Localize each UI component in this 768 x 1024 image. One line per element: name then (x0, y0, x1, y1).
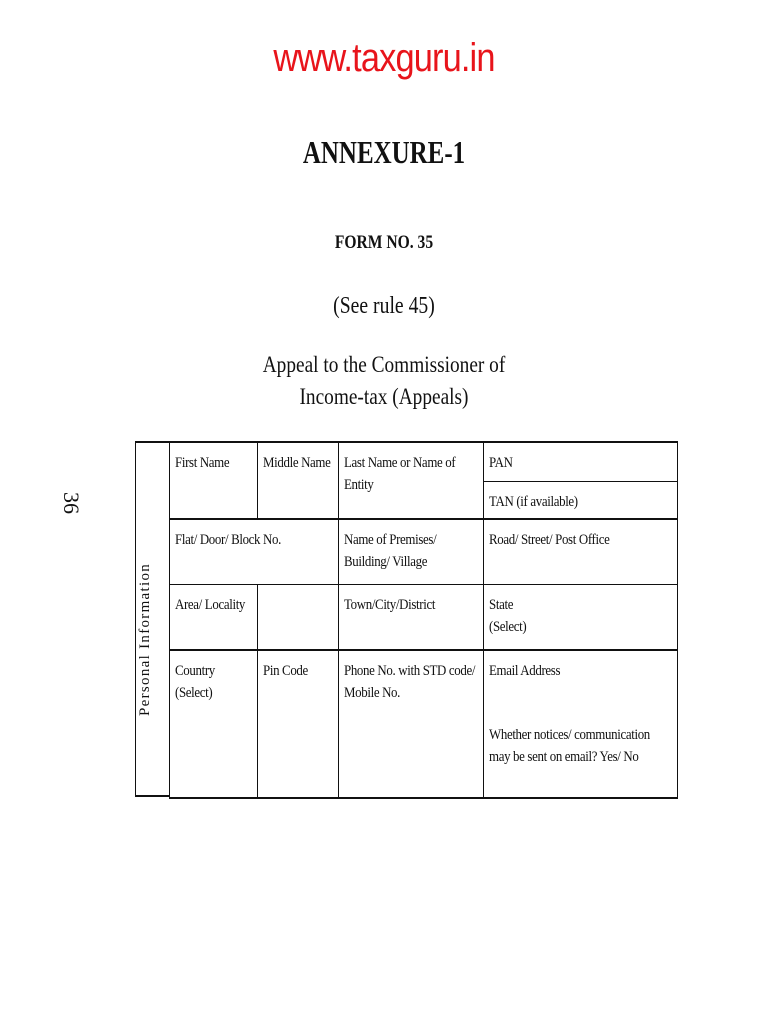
country-select[interactable]: Country (Select) (170, 650, 258, 798)
watermark-url: www.taxguru.in (273, 36, 495, 80)
tan-field[interactable]: TAN (if available) (484, 481, 678, 519)
page-number: 36 (59, 492, 84, 514)
flat-door-block-field[interactable]: Flat/ Door/ Block No. (170, 519, 339, 584)
form-heading-line2: Income-tax (Appeals) (299, 384, 469, 409)
email-label: Email Address (489, 663, 561, 679)
personal-information-table (169, 441, 678, 799)
state-select[interactable] (484, 584, 678, 650)
town-city-district-field[interactable]: Town/City/District (339, 584, 484, 650)
first-name-field[interactable]: First Name (170, 442, 258, 519)
last-name-field[interactable]: Last Name or Name of Entity (339, 442, 484, 519)
form-heading-line1: Appeal to the Commissioner of (262, 352, 506, 377)
pin-code-field[interactable]: Pin Code (258, 650, 339, 798)
phone-mobile-field[interactable]: Phone No. with STD code/ Mobile No. (339, 650, 484, 798)
state-label: State (489, 596, 514, 613)
rule-reference: (See rule 45) (333, 293, 435, 319)
annexure-title: ANNEXURE-1 (302, 134, 466, 170)
road-street-field[interactable]: Road/ Street/ Post Office (484, 519, 678, 584)
email-address-field[interactable] (484, 650, 678, 798)
premises-field[interactable]: Name of Premises/ Building/ Village (339, 519, 484, 584)
middle-name-field[interactable]: Middle Name (258, 442, 339, 519)
state-select-hint: (Select) (489, 618, 527, 635)
form-number: FORM NO. 35 (334, 232, 434, 253)
form-heading (61, 349, 706, 413)
area-locality-field[interactable]: Area/ Locality (170, 584, 258, 650)
section-label: Personal Information (137, 562, 153, 716)
pan-field[interactable]: PAN (484, 442, 678, 481)
area-locality-value[interactable] (258, 584, 339, 650)
email-notice-option[interactable]: Whether notices/ communication may be sent on email? Yes/ No (489, 727, 650, 765)
